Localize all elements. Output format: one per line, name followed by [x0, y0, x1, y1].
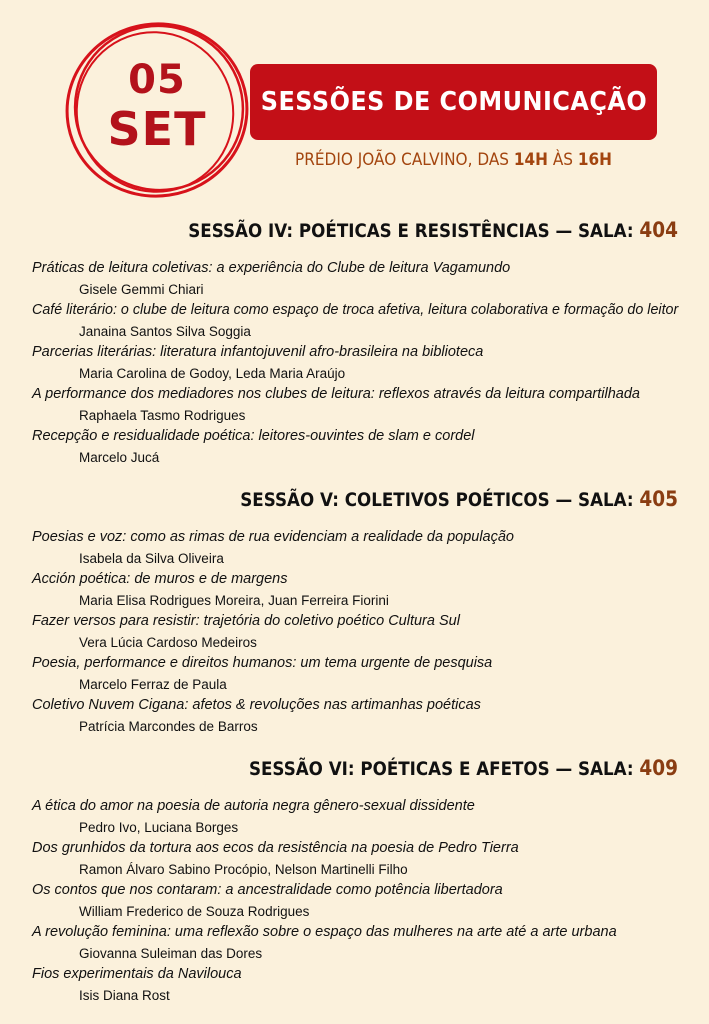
talk-list: [32, 258, 678, 468]
talk-title: Poesia, performance e direitos humanos: um tema urgente de pesquisa: [32, 655, 493, 671]
session-title-text: SESSÃO VI: POÉTICAS E AFETOS — SALA:: [248, 758, 640, 780]
talk-title: Fios experimentais da Navilouca: [32, 966, 242, 982]
talk-authors: Marcelo Jucá: [79, 450, 160, 465]
session-block-3: [32, 756, 678, 1006]
date-text: [62, 57, 252, 156]
session-title-text: SESSÃO IV: POÉTICAS E RESISTÊNCIAS — SALA:: [188, 220, 640, 242]
session-block-2: [32, 487, 678, 737]
talk-title: Práticas de leitura coletivas: a experiência do Clube de leitura Vagamundo: [32, 260, 511, 276]
talk-authors: Giovanna Suleiman das Dores: [79, 946, 263, 961]
talk-title: Coletivo Nuvem Cigana: afetos & revoluções nas artimanhas poéticas: [32, 697, 481, 713]
talk-title: Dos grunhidos da tortura aos ecos da resistência na poesia de Pedro Tierra: [32, 840, 519, 856]
talk-authors: Marcelo Ferraz de Paula: [79, 677, 227, 692]
subtitle-end-time: 16H: [577, 150, 612, 170]
talk-authors: Maria Carolina de Godoy, Leda Maria Araújo: [79, 366, 346, 381]
talk-title: Acción poética: de muros e de margens: [32, 571, 288, 587]
date-badge: [62, 18, 252, 203]
talk-title: Recepção e residualidade poética: leitores-ouvintes de slam e cordel: [32, 428, 475, 444]
talk-authors: Vera Lúcia Cardoso Medeiros: [79, 635, 257, 650]
talk-title: Poesias e voz: como as rimas de rua evidenciam a realidade da população: [32, 529, 514, 545]
session-title: [110, 756, 678, 780]
location-time-subtitle: [270, 150, 636, 170]
talk-title: A ética do amor na poesia de autoria negra gênero-sexual dissidente: [32, 798, 475, 814]
date-month: SET: [107, 102, 207, 156]
subtitle-location: PRÉDIO JOÃO CALVINO, DAS: [295, 150, 514, 170]
subtitle-connector: ÀS: [547, 150, 578, 170]
page-title: SESSÕES DE COMUNICAÇÃO: [260, 87, 647, 117]
talk-authors: Isis Diana Rost: [79, 988, 170, 1003]
talk-authors: Ramon Álvaro Sabino Procópio, Nelson Martinelli Filho: [79, 862, 408, 877]
session-room-number: 405: [639, 487, 678, 511]
date-day: 05: [128, 57, 186, 103]
page-header: [0, 0, 709, 200]
talk-list: [32, 527, 678, 737]
talk-authors: Maria Elisa Rodrigues Moreira, Juan Ferreira Fiorini: [79, 593, 389, 608]
talk-title: Café literário: o clube de leitura como espaço de troca afetiva, leitura colaborativa e formação do leitor: [32, 302, 679, 318]
talk-authors: Raphaela Tasmo Rodrigues: [79, 408, 246, 423]
talk-authors: Janaina Santos Silva Soggia: [79, 324, 251, 339]
talk-authors: William Frederico de Souza Rodrigues: [79, 904, 310, 919]
talk-authors: Pedro Ivo, Luciana Borges: [79, 820, 239, 835]
session-block-1: [32, 218, 678, 468]
talk-title: A revolução feminina: uma reflexão sobre o espaço das mulheres na arte até a arte urbana: [32, 924, 617, 940]
session-title-text: SESSÃO V: COLETIVOS POÉTICOS — SALA:: [240, 489, 640, 511]
talk-authors: Patrícia Marcondes de Barros: [79, 719, 258, 734]
talk-title: Fazer versos para resistir: trajetória do coletivo poético Cultura Sul: [32, 613, 460, 629]
talk-title: Os contos que nos contaram: a ancestralidade como potência libertadora: [32, 882, 503, 898]
session-room-number: 409: [639, 756, 678, 780]
subtitle-start-time: 14H: [513, 150, 548, 170]
talk-authors: Gisele Gemmi Chiari: [79, 282, 204, 297]
talk-authors: Isabela da Silva Oliveira: [79, 551, 224, 566]
title-banner: [250, 64, 657, 140]
talk-title: Parcerias literárias: literatura infantojuvenil afro-brasileira na biblioteca: [32, 344, 484, 360]
talk-list: [32, 796, 678, 1006]
session-title: [110, 487, 678, 511]
session-title: [110, 218, 678, 242]
session-room-number: 404: [639, 218, 678, 242]
talk-title: A performance dos mediadores nos clubes de leitura: reflexos através da leitura compartilhada: [32, 386, 640, 402]
